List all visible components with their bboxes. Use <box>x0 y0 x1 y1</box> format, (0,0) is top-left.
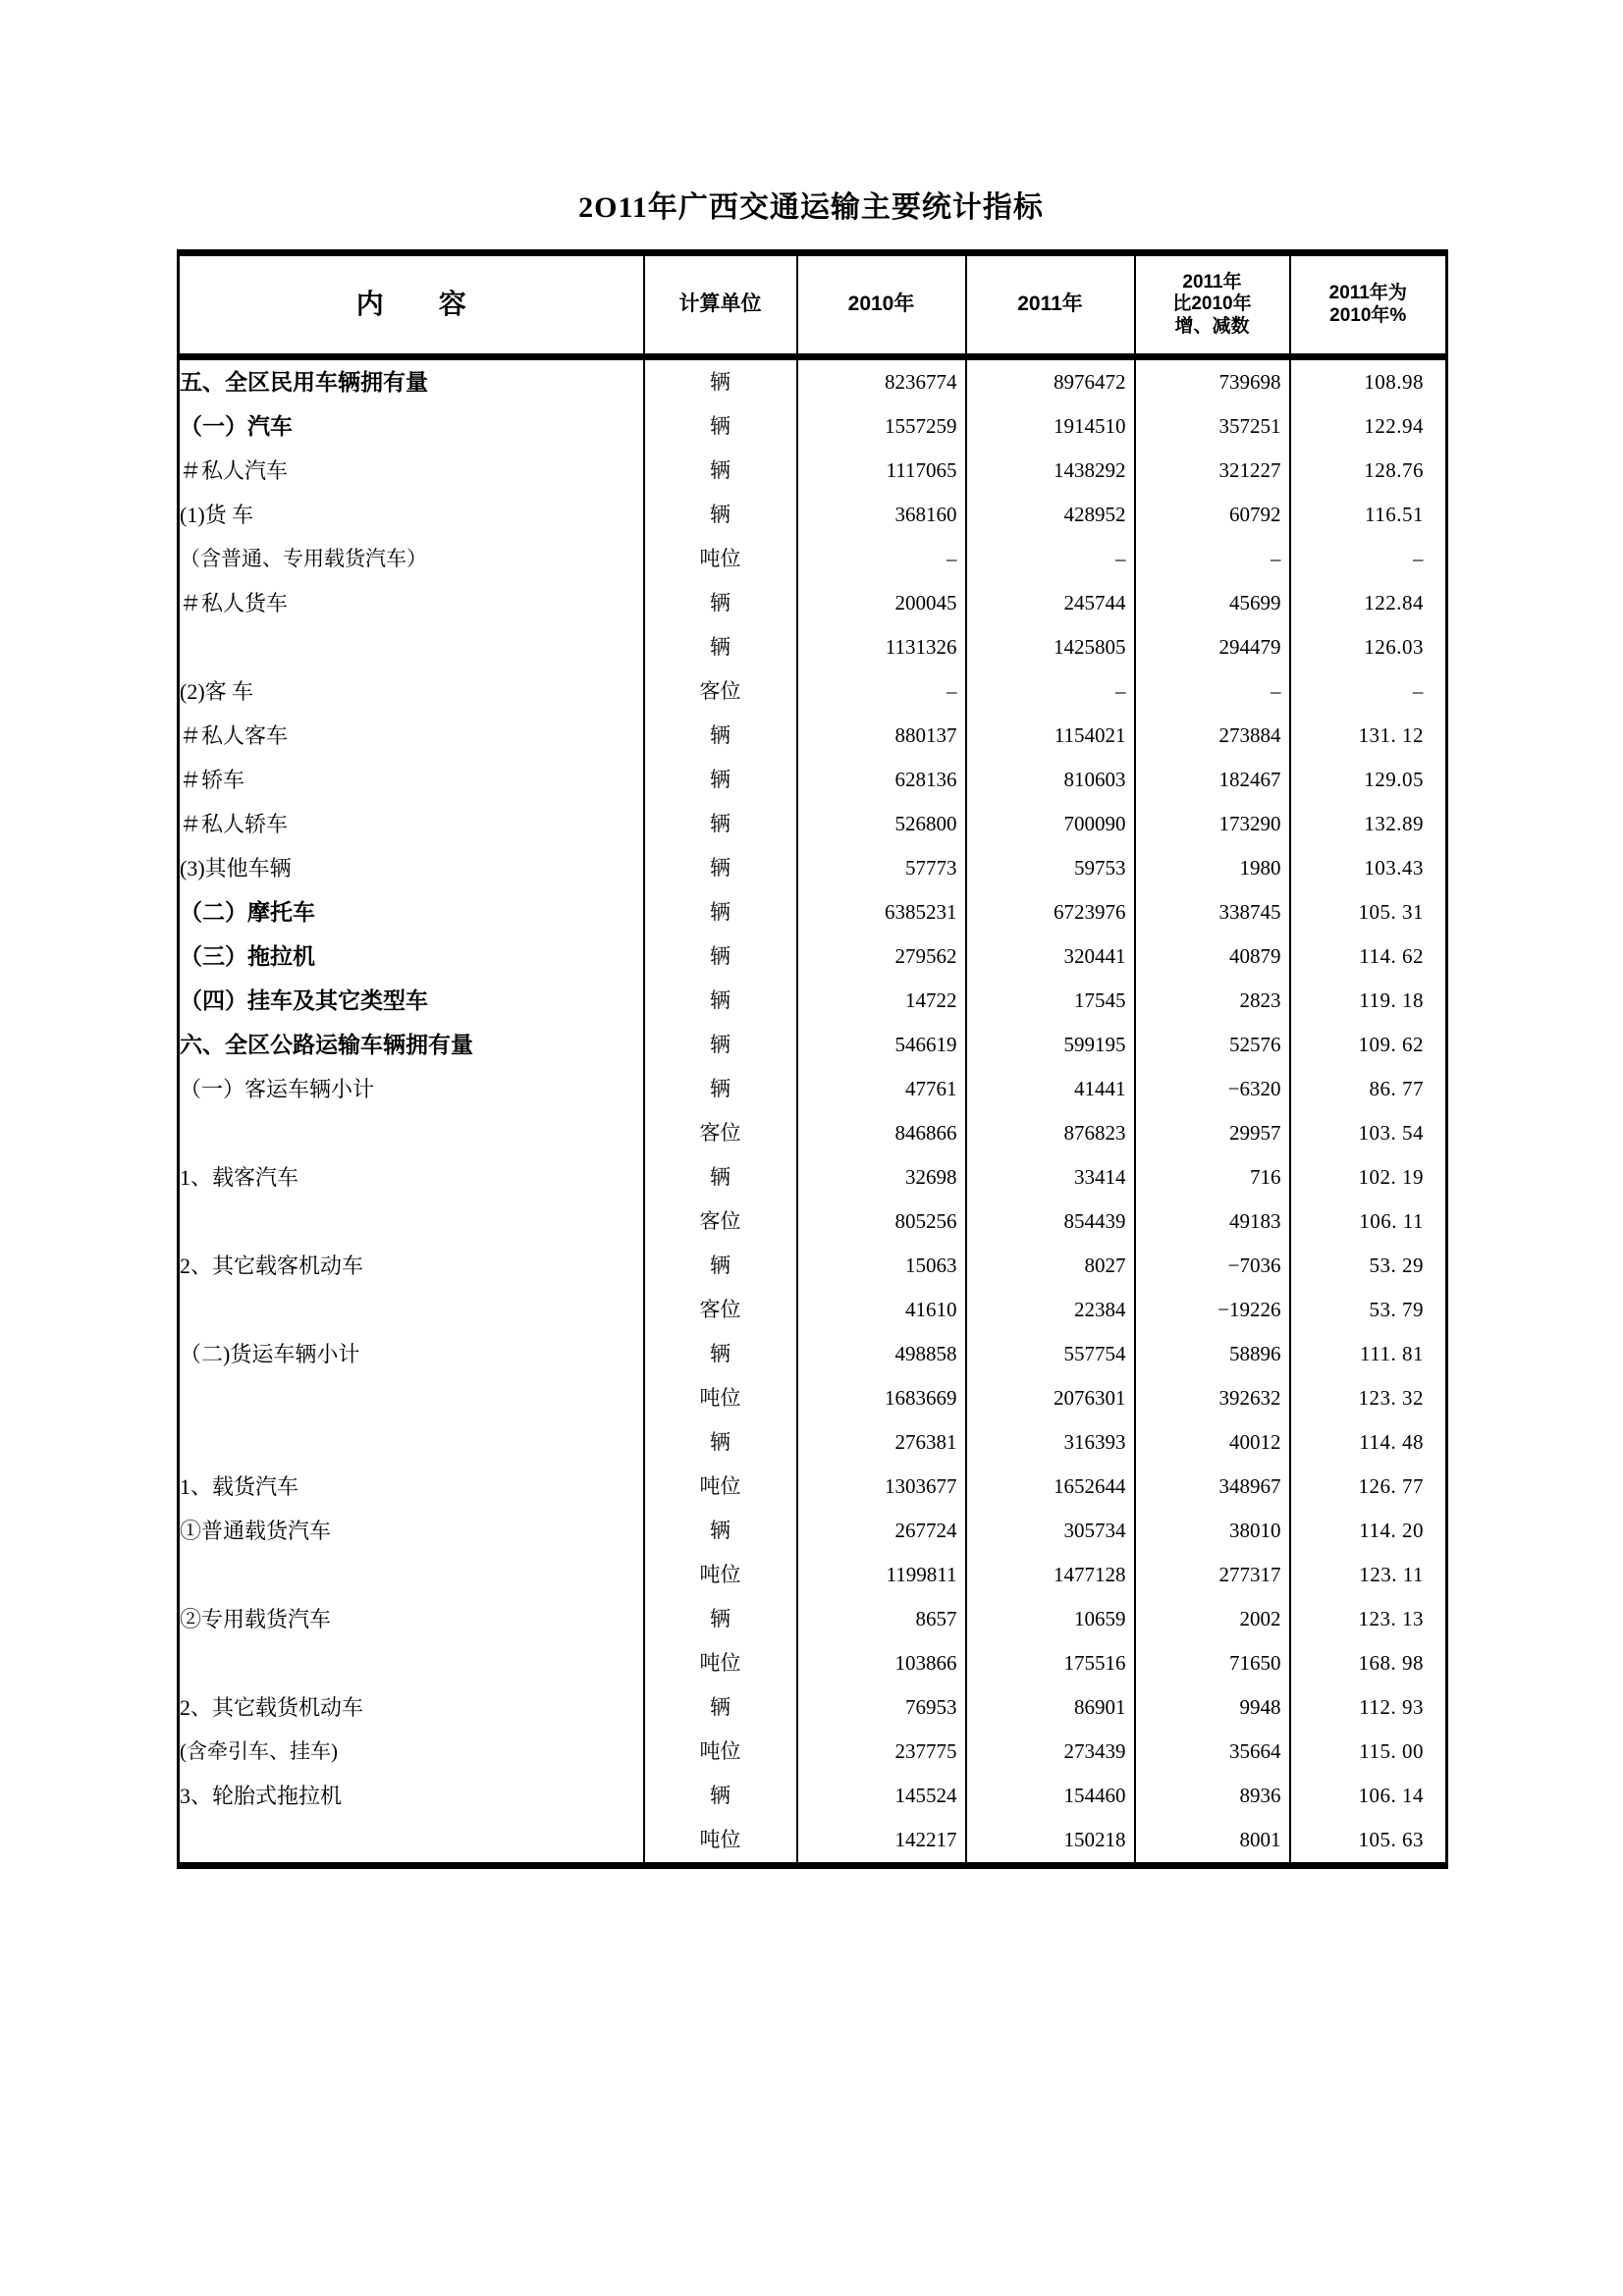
row-value-2010: 1131326 <box>797 625 966 669</box>
row-value-percent: 105. 31 <box>1290 890 1447 934</box>
row-value-2011: 1425805 <box>966 625 1135 669</box>
row-unit: 客位 <box>644 1111 797 1155</box>
row-label: 1、载客汽车 <box>180 1164 299 1190</box>
row-value-difference: 348967 <box>1135 1465 1290 1509</box>
row-value-2010: 1683669 <box>797 1376 966 1420</box>
row-value-percent: 122.84 <box>1290 581 1447 625</box>
row-unit: 辆 <box>644 1155 797 1200</box>
row-value-difference: 2823 <box>1135 979 1290 1023</box>
row-value-difference: 58896 <box>1135 1332 1290 1376</box>
row-label: (1)货 车 <box>180 502 254 527</box>
table-row <box>179 1332 1447 1376</box>
row-label <box>179 1376 644 1420</box>
row-value-difference: 49183 <box>1135 1200 1290 1244</box>
row-value-2011: 2076301 <box>966 1376 1135 1420</box>
row-value-2010: 880137 <box>797 714 966 758</box>
row-value-2010: 76953 <box>797 1685 966 1730</box>
row-value-2010: 145524 <box>797 1774 966 1818</box>
row-value-percent: 102. 19 <box>1290 1155 1447 1200</box>
row-value-2011: 305734 <box>966 1509 1135 1553</box>
table-row <box>179 1730 1447 1774</box>
row-value-2011: 6723976 <box>966 890 1135 934</box>
row-value-difference: 277317 <box>1135 1553 1290 1597</box>
row-unit: 辆 <box>644 1774 797 1818</box>
row-value-difference: 9948 <box>1135 1685 1290 1730</box>
row-value-2011: 557754 <box>966 1332 1135 1376</box>
row-value-percent: 106. 14 <box>1290 1774 1447 1818</box>
row-value-difference: 338745 <box>1135 890 1290 934</box>
row-value-2010: 14722 <box>797 979 966 1023</box>
row-value-percent: 132.89 <box>1290 802 1447 846</box>
row-value-percent: 53. 29 <box>1290 1244 1447 1288</box>
row-label: （一）汽车 <box>180 413 293 439</box>
table-row <box>179 1288 1447 1332</box>
row-value-difference: 52576 <box>1135 1023 1290 1067</box>
row-label: (3)其他车辆 <box>180 855 292 881</box>
row-value-difference: 182467 <box>1135 758 1290 802</box>
row-value-difference: – <box>1135 669 1290 714</box>
row-value-percent: 106. 11 <box>1290 1200 1447 1244</box>
row-unit: 辆 <box>644 1332 797 1376</box>
table-row <box>179 1597 1447 1641</box>
row-value-2011: – <box>966 537 1135 581</box>
row-value-difference: 38010 <box>1135 1509 1290 1553</box>
table-row <box>179 669 1447 714</box>
row-value-2011: 8976472 <box>966 357 1135 405</box>
table-row <box>179 802 1447 846</box>
row-unit: 吨位 <box>644 1376 797 1420</box>
row-label: 1、载货汽车 <box>180 1473 299 1499</box>
row-unit: 辆 <box>644 404 797 449</box>
row-value-2010: 1117065 <box>797 449 966 493</box>
row-value-2010: 15063 <box>797 1244 966 1288</box>
row-value-2011: 316393 <box>966 1420 1135 1465</box>
row-value-2010: – <box>797 537 966 581</box>
row-value-percent: 111. 81 <box>1290 1332 1447 1376</box>
row-value-2011: 599195 <box>966 1023 1135 1067</box>
row-value-percent: 112. 93 <box>1290 1685 1447 1730</box>
row-value-2011: 59753 <box>966 846 1135 890</box>
row-value-difference: 2002 <box>1135 1597 1290 1641</box>
row-label: (含牵引车、挂车) <box>180 1739 338 1764</box>
row-value-difference: 716 <box>1135 1155 1290 1200</box>
percent-header-line1: 2011年为 <box>1328 283 1407 304</box>
row-label: (2)客 车 <box>180 678 254 704</box>
row-value-percent: 116.51 <box>1290 493 1447 537</box>
row-value-2011: 245744 <box>966 581 1135 625</box>
row-value-difference: 8936 <box>1135 1774 1290 1818</box>
row-value-2010: 498858 <box>797 1332 966 1376</box>
column-header-2010: 2010年 <box>797 253 966 357</box>
row-label: （四）挂车及其它类型车 <box>180 988 428 1013</box>
row-value-2010: 57773 <box>797 846 966 890</box>
row-value-difference: 35664 <box>1135 1730 1290 1774</box>
page-title: 2O11年广西交通运输主要统计指标 <box>578 191 1044 224</box>
row-label <box>179 1288 644 1332</box>
row-value-difference: 40879 <box>1135 934 1290 979</box>
row-unit: 辆 <box>644 449 797 493</box>
table-row <box>179 846 1447 890</box>
row-value-2011: 86901 <box>966 1685 1135 1730</box>
row-unit: 辆 <box>644 1685 797 1730</box>
table-row <box>179 1553 1447 1597</box>
row-unit: 客位 <box>644 1288 797 1332</box>
row-unit: 辆 <box>644 714 797 758</box>
row-value-percent: 114. 20 <box>1290 1509 1447 1553</box>
difference-header-line1: 2011年 <box>1182 271 1242 293</box>
row-value-2010: 8236774 <box>797 357 966 405</box>
statistics-table <box>177 249 1448 1869</box>
row-value-percent: 126.03 <box>1290 625 1447 669</box>
row-value-difference: −7036 <box>1135 1244 1290 1288</box>
row-unit: 辆 <box>644 493 797 537</box>
row-value-difference: 29957 <box>1135 1111 1290 1155</box>
row-value-2011: 154460 <box>966 1774 1135 1818</box>
row-value-2011: 10659 <box>966 1597 1135 1641</box>
row-label: ＃私人货车 <box>180 590 289 615</box>
row-value-percent: 123. 32 <box>1290 1376 1447 1420</box>
row-value-2010: 8657 <box>797 1597 966 1641</box>
row-label: 3、轮胎式拖拉机 <box>180 1783 343 1808</box>
difference-header-line3: 增、减数 <box>1174 315 1250 337</box>
table-row <box>179 581 1447 625</box>
row-unit: 辆 <box>644 357 797 405</box>
row-value-2010: 1303677 <box>797 1465 966 1509</box>
row-value-percent: 114. 48 <box>1290 1420 1447 1465</box>
row-value-percent: 119. 18 <box>1290 979 1447 1023</box>
row-value-percent: 122.94 <box>1290 404 1447 449</box>
row-value-2011: 700090 <box>966 802 1135 846</box>
column-header-unit: 计算单位 <box>644 253 797 357</box>
row-value-2010: 628136 <box>797 758 966 802</box>
row-value-2010: 200045 <box>797 581 966 625</box>
row-value-percent: 168. 98 <box>1290 1641 1447 1685</box>
row-value-2010: 41610 <box>797 1288 966 1332</box>
row-value-2010: 32698 <box>797 1155 966 1200</box>
row-value-2010: 47761 <box>797 1067 966 1111</box>
row-label: （三）拖拉机 <box>180 943 315 969</box>
table-row <box>179 1685 1447 1730</box>
row-value-2011: 273439 <box>966 1730 1135 1774</box>
row-unit: 吨位 <box>644 1553 797 1597</box>
row-unit: 辆 <box>644 625 797 669</box>
row-label: （含普通、专用载货汽车） <box>180 547 427 571</box>
percent-header-line2: 2010年% <box>1329 304 1407 326</box>
row-value-2010: 846866 <box>797 1111 966 1155</box>
table-row <box>179 1641 1447 1685</box>
row-label: 六、全区公路运输车辆拥有量 <box>180 1032 473 1057</box>
row-value-percent: 128.76 <box>1290 449 1447 493</box>
row-label <box>179 1420 644 1465</box>
row-value-2011: 1652644 <box>966 1465 1135 1509</box>
table-row <box>179 1774 1447 1818</box>
row-value-difference: 321227 <box>1135 449 1290 493</box>
row-value-2011: 17545 <box>966 979 1135 1023</box>
table-row <box>179 1155 1447 1200</box>
row-unit: 辆 <box>644 979 797 1023</box>
row-label <box>179 1818 644 1866</box>
table-row <box>179 1465 1447 1509</box>
row-label: （二）摩托车 <box>180 899 315 925</box>
row-unit: 辆 <box>644 1023 797 1067</box>
row-value-difference: −19226 <box>1135 1288 1290 1332</box>
column-header-content: 内 容 <box>179 253 644 357</box>
row-label: ②专用载货汽车 <box>180 1606 332 1631</box>
row-label: （一）客运车辆小计 <box>180 1076 375 1101</box>
row-value-percent: – <box>1290 537 1447 581</box>
row-value-difference: 60792 <box>1135 493 1290 537</box>
table-row <box>179 1200 1447 1244</box>
table-row <box>179 1509 1447 1553</box>
row-value-2011: 150218 <box>966 1818 1135 1866</box>
row-value-2010: 805256 <box>797 1200 966 1244</box>
row-value-percent: 53. 79 <box>1290 1288 1447 1332</box>
row-unit: 辆 <box>644 1067 797 1111</box>
table-row <box>179 449 1447 493</box>
row-value-2010: – <box>797 669 966 714</box>
row-value-2011: 22384 <box>966 1288 1135 1332</box>
row-value-percent: 86. 77 <box>1290 1067 1447 1111</box>
column-header-difference <box>1135 253 1290 357</box>
row-value-2010: 526800 <box>797 802 966 846</box>
row-value-percent: 108.98 <box>1290 357 1447 405</box>
table-row <box>179 934 1447 979</box>
row-value-2010: 279562 <box>797 934 966 979</box>
row-value-percent: 126. 77 <box>1290 1465 1447 1509</box>
row-value-difference: −6320 <box>1135 1067 1290 1111</box>
row-label <box>179 1641 644 1685</box>
table-row <box>179 357 1447 405</box>
row-value-percent: 115. 00 <box>1290 1730 1447 1774</box>
row-value-2010: 546619 <box>797 1023 966 1067</box>
row-label <box>179 1200 644 1244</box>
row-value-2011: 320441 <box>966 934 1135 979</box>
row-value-difference: 8001 <box>1135 1818 1290 1866</box>
header-row <box>179 253 1447 357</box>
row-unit: 吨位 <box>644 1641 797 1685</box>
row-value-2010: 142217 <box>797 1818 966 1866</box>
row-value-2010: 368160 <box>797 493 966 537</box>
row-label: ＃私人轿车 <box>180 811 289 836</box>
row-unit: 辆 <box>644 846 797 890</box>
row-unit: 辆 <box>644 1244 797 1288</box>
row-value-percent: 109. 62 <box>1290 1023 1447 1067</box>
row-unit: 吨位 <box>644 1465 797 1509</box>
row-value-2010: 276381 <box>797 1420 966 1465</box>
row-value-2011: 1154021 <box>966 714 1135 758</box>
row-value-2010: 103866 <box>797 1641 966 1685</box>
table-row <box>179 404 1447 449</box>
row-label: ＃私人客车 <box>180 722 289 748</box>
row-value-percent: 114. 62 <box>1290 934 1447 979</box>
row-label: 2、其它载客机动车 <box>180 1253 364 1278</box>
row-label: ＃轿车 <box>180 767 245 792</box>
row-unit: 辆 <box>644 1597 797 1641</box>
row-value-percent: 123. 11 <box>1290 1553 1447 1597</box>
table-row <box>179 890 1447 934</box>
row-value-percent: – <box>1290 669 1447 714</box>
row-value-difference: 40012 <box>1135 1420 1290 1465</box>
table-body <box>179 357 1447 1866</box>
row-unit: 辆 <box>644 802 797 846</box>
row-label: 2、其它载货机动车 <box>180 1694 364 1720</box>
row-unit: 吨位 <box>644 1818 797 1866</box>
row-value-difference: 294479 <box>1135 625 1290 669</box>
row-value-2011: 1438292 <box>966 449 1135 493</box>
row-value-2010: 6385231 <box>797 890 966 934</box>
row-value-2011: 41441 <box>966 1067 1135 1111</box>
row-label: ①普通载货汽车 <box>180 1518 332 1543</box>
row-value-percent: 103.43 <box>1290 846 1447 890</box>
row-unit: 吨位 <box>644 1730 797 1774</box>
table-row <box>179 1067 1447 1111</box>
row-unit: 辆 <box>644 581 797 625</box>
table-row <box>179 714 1447 758</box>
row-value-2011: 175516 <box>966 1641 1135 1685</box>
row-value-percent: 103. 54 <box>1290 1111 1447 1155</box>
column-header-percent <box>1290 253 1447 357</box>
table-row <box>179 1244 1447 1288</box>
table-row <box>179 1111 1447 1155</box>
row-label: 五、全区民用车辆拥有量 <box>180 369 428 395</box>
row-value-2010: 267724 <box>797 1509 966 1553</box>
row-value-2011: 8027 <box>966 1244 1135 1288</box>
row-label <box>179 625 644 669</box>
difference-header-line2: 比2010年 <box>1172 294 1252 315</box>
row-unit: 辆 <box>644 934 797 979</box>
row-value-percent: 105. 63 <box>1290 1818 1447 1866</box>
row-label: ＃私人汽车 <box>180 457 289 483</box>
row-unit: 辆 <box>644 890 797 934</box>
table-row <box>179 537 1447 581</box>
table-row <box>179 625 1447 669</box>
row-value-2011: 428952 <box>966 493 1135 537</box>
row-unit: 辆 <box>644 1509 797 1553</box>
row-value-2011: 1914510 <box>966 404 1135 449</box>
table-header <box>179 253 1447 357</box>
row-value-difference: 273884 <box>1135 714 1290 758</box>
row-value-2011: 810603 <box>966 758 1135 802</box>
row-value-2011: 1477128 <box>966 1553 1135 1597</box>
row-unit: 辆 <box>644 758 797 802</box>
row-value-2010: 1199811 <box>797 1553 966 1597</box>
row-label: （二)货运车辆小计 <box>180 1341 360 1366</box>
table-row <box>179 979 1447 1023</box>
row-value-difference: 173290 <box>1135 802 1290 846</box>
row-value-difference: 739698 <box>1135 357 1290 405</box>
table-row <box>179 1376 1447 1420</box>
table-row <box>179 493 1447 537</box>
table-row <box>179 1420 1447 1465</box>
row-value-difference: 71650 <box>1135 1641 1290 1685</box>
row-unit: 辆 <box>644 1420 797 1465</box>
row-unit: 客位 <box>644 1200 797 1244</box>
table-row <box>179 1023 1447 1067</box>
row-label <box>179 1111 644 1155</box>
row-value-2011: 876823 <box>966 1111 1135 1155</box>
row-value-difference: 45699 <box>1135 581 1290 625</box>
table-row <box>179 758 1447 802</box>
table-row <box>179 1818 1447 1866</box>
row-value-percent: 131. 12 <box>1290 714 1447 758</box>
column-header-2011: 2011年 <box>966 253 1135 357</box>
row-value-2011: – <box>966 669 1135 714</box>
row-label <box>179 1553 644 1597</box>
row-value-percent: 129.05 <box>1290 758 1447 802</box>
row-value-difference: 392632 <box>1135 1376 1290 1420</box>
row-value-percent: 123. 13 <box>1290 1597 1447 1641</box>
row-value-2010: 237775 <box>797 1730 966 1774</box>
row-value-difference: 1980 <box>1135 846 1290 890</box>
row-value-difference: 357251 <box>1135 404 1290 449</box>
row-value-2011: 854439 <box>966 1200 1135 1244</box>
row-value-difference: – <box>1135 537 1290 581</box>
row-unit: 吨位 <box>644 537 797 581</box>
row-unit: 客位 <box>644 669 797 714</box>
row-value-2010: 1557259 <box>797 404 966 449</box>
row-value-2011: 33414 <box>966 1155 1135 1200</box>
